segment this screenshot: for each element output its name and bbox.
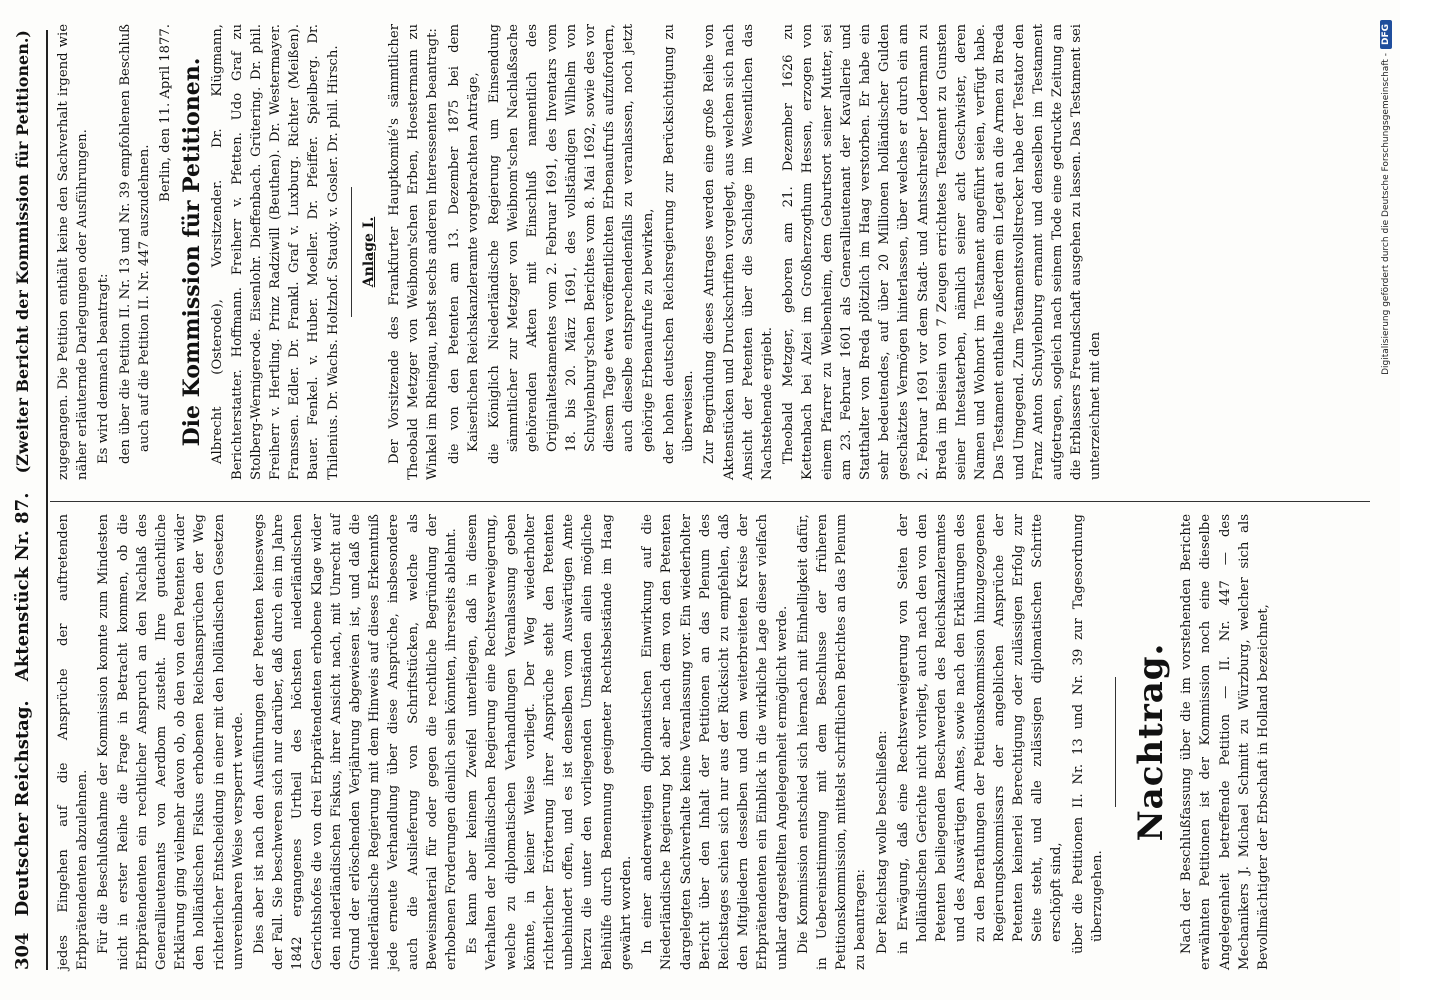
motion-consideration: in Erwägung, daß eine Rechtsverweigerung von Seiten der holländischen Gerichte nicht vorliegt, auch nach den von den Petenten beiliegenden Beschwerden des Reichskanzleramtes und des Auswärtigen Amtes, sowie nach den Erklärungen des zu den Berathungen der Petitionskommission hinzugezogenen Regierungskommissars der angeblichen Ansprüche der Petenten keinerlei Berechtigung oder zulässigen Erfolg zur Seite steht, und alle zulässigen diplomatischen Schritte erschöpft sind,	[895, 514, 1065, 954]
nachtrag-heading: Nachtrag.	[1130, 642, 1171, 842]
paragraph: die von den Petenten am 13. Dezember 1875 bei dem Kaiserlichen Reichskanzleramte vorgebrachten Anträge,	[446, 24, 481, 464]
paragraph: Theobald Metzger, geboren am 21. Dezember 1626 zu Kettenbach bei Alzei im Großherzogthum Hessen, erzogen von einem Pfarrer zu Weibenheim, dem Geburtsort seiner Mutter, sei am 23. Februar 1601 als Generallieutenant der Kavallerie und Statthalter von Breda plötzlich im Haag verstorben. Er habe ein sehr bedeutendes, auf über 20 Millionen holländischer Gulden geschätztes Vermögen hinterlassen, über welches er durch ein am 2. Februar 1691 vor dem Stadt- und Amtsschreiber Lodermann zu Breda im Beisein von 7 Zeugen errichtetes Testament zu Gunsten seiner Intestaterben, nämlich seiner acht Geschwister, deren Namen und Wohnort im Testament angeführt seien, verfügt habe. Das Testament enthalte außerdem ein Legat an die Armen zu Breda und Umgegend. Zum Testamentsvollstrecker habe der Testator den Franz Anton Schuylenburg ernannt und denselben im Testament aufgetragen, sogleich nach seinem Tode eine gedruckte Zeitung an die Erblassers Freundschaft ausgehen zu lassen. Das Testament sei unterzeichnet mit den	[781, 24, 1104, 480]
paragraph: Die Kommission entschied sich hiernach mit Einhelligkeit dafür, in Uebereinstimmung mit dem Beschlusse der früheren Petitionskommission, mittelst schriftlichen Berichtes an das Plenum zu beantragen:	[795, 514, 869, 970]
paragraph: Dies aber ist nach den Ausführungen der Petenten keineswegs der Fall. Sie beschweren sich nur darüber, daß durch ein im Jahre 1842 ergangenes Urtheil des höchsten niederländischen Gerichtshofes die von drei Erbprätendenten erhobene Klage wider den niederländischen Fiskus, ihrer Ansicht nach, mit Unrecht auf Grund der erlöschenden Verjährung abgewiesen ist, und daß die niederländische Regierung mit dem Hinweis auf dieses Erkenntniß jede erneute Verhandlung über diese Ansprüche, insbesondere auch die Auslieferung von Schriftstücken, welche als Beweismaterial für oder gegen die rechtliche Begründung der erhobenen Forderungen dienlich sein könnten, ihrerseits ablehnt.	[252, 514, 460, 970]
member-list: Albrecht (Osterode), Vorsitzender. Dr. Klügmann, Berichterstatter. Hoffmann. Freiherr v. Pfetten. Udo Graf zu Stolberg-Wernigerode. Eisenlohr. Dieffenbach. Grütering. Dr. phil. Freiherr v. Hertling. Prinz Radziwill (Beuthen). Dr. Westermayer. Franssen. Edler. Dr. Frankl. Graf v. Luxburg. Richter (Meißen). Bauer. Fenkel. v. Huber. Moeller. Dr. Pfeiffer. Spielberg. Dr. Thilenius. Dr. Wachs. Holtzhof. Staudy. v. Gosler. Dr. phil. Hirsch.	[210, 24, 341, 480]
paragraph: der hohen deutschen Reichsregierung zur Berücksichtigung zu überweisen.	[661, 24, 697, 464]
date-line: Berlin, den 11. April 1877.	[158, 24, 174, 202]
paragraph: Für die Beschlußnahme der Kommission konnte zum Mindesten nicht in erster Reihe die Frage in Betracht kommen, ob die Erbprätendenten ein rechtlicher Anspruch an den Nachlaß des Generallieutenants von Aerdbom zusteht. Ihre gutachtliche Erklärung ging vielmehr davon ob, ob den von den Petenten wider den holländischen Fiskus erhobenen Reichsansprüchen der Weg richterlicher Entscheidung in einer mit den holländischen Gesetzen unvereinbaren Weise versperrt werde.	[96, 514, 246, 970]
column-divider	[50, 501, 1370, 502]
paragraph: Nach der Beschlußfassung über die im vorstehenden Berichte erwähnten Petitionen ist der Kommission noch eine dieselbe Angelegenheit betreffende Petition — II. Nr. 447 — des Mechanikers J. Michael Schmitt zu Würzburg, welcher sich als Bevollmächtigter der Erbschaft in Holland bezeichnet,	[1179, 514, 1271, 970]
motion-resolution: über die Petitionen II. Nr. 13 und Nr. 39 zur Tagesordnung überzugehen.	[1070, 514, 1105, 954]
digitization-text: Digitalisierung gefördert durch die Deutsche Forschungsgemeinschaft -	[1381, 53, 1391, 375]
page-number: 304	[12, 932, 33, 970]
anlage-heading: Anlage I.	[360, 216, 377, 288]
left-column	[54, 514, 1275, 970]
paragraph: zugegangen. Die Petition enthält keine den Sachverhalt irgend wie näher erläuternde Darlegungen oder Ausführungen.	[56, 24, 91, 480]
running-head	[12, 30, 48, 970]
header-subtitle: (Zweiter Bericht der Kommission für Petitionen.)	[13, 30, 32, 474]
paragraph: jedes Eingehen auf die Ansprüche der auftretenden Erbprätendenten abzulehnen.	[56, 514, 91, 970]
header-document: Aktenstück Nr. 87.	[12, 492, 33, 682]
right-column	[54, 24, 1108, 480]
commission-heading: Die Kommission für Petitionen.	[179, 57, 206, 447]
paragraph: Es wird demnach beantragt:	[96, 273, 112, 464]
header-title: Deutscher Reichstag.	[12, 700, 33, 917]
paragraph: Es kann aber keinem Zweifel unterliegen, daß in diesem Verhalten der holländischen Regierung eine Rechtsverweigerung, welche zu diplomatischen Verhandlungen Veranlassung geben könnte, in keiner Weise vorliegt. Der Weg wiederholter richterlicher Erörterung ihrer Ansprüche steht den Petenten unbehindert offen, und es ist denselben vom Auswärtigen Amte hierzu die unter den vorliegenden Umständen allein mögliche Beihülfe durch Benennung geeigneter Rechtsbeistände im Haag gewährt worden.	[465, 514, 634, 970]
digitization-note	[1380, 20, 1398, 980]
paragraph: Zur Begründung dieses Antrages werden eine große Reihe von Aktenstücken und Druckschriften vorgelegt, aus welchen sich nach Ansicht der Petenten über die Sachlage im Wesentlichen das Nachstehende ergiebt.	[702, 24, 775, 480]
motion: den über die Petition II. Nr. 13 und Nr. 39 empfohlenen Beschluß auch auf die Petition II. Nr. 447 auszudehnen.	[117, 24, 152, 464]
section-rule	[351, 187, 352, 317]
paragraph: In einer anderweitigen diplomatischen Einwirkung auf die Niederländische Regierung bot aber nach dem von den Petenten dargelegten Sachverhalte keine Veranlassung vor. Ein wiederholter Bericht über den Inhalt der Petitionen an das Plenum des Reichstages schien sich nur aus der Rücksicht zu empfehlen, daß den Mitgliedern desselben und dem weiterbreiteten Kreise der Erbprätendenten ein Einblick in die wirkliche Lage dieser vielfach unklar dargestellten Angelegenheit ermöglicht werde.	[640, 514, 790, 970]
section-rule	[1115, 677, 1116, 807]
motion-intro: Der Reichstag wolle beschließen:	[874, 730, 890, 954]
paragraph: die Königlich Niederländische Regierung um Einsendung sämmtlicher zur Metzger von Weibnom'schen Nachlaßsache gehörenden Akten mit Einschluß namentlich des Originaltestamentes vom 2. Februar 1691, des Inventars vom 18. bis 20. März 1691, des vollständigen Wilhelm von Schuylenburg'schen Berichtes vom 8. Mai 1692, sowie des vor diesem Tage etwa veröffentlichten Erbenaufrufs aufzufordern, auch dieselbe entsprechendenfalls zu veranlassen, noch jetzt gehörige Erbenaufrufe zu bewirken,	[487, 24, 656, 464]
paragraph: Der Vorsitzende des Frankfurter Hauptkomité's sämmtlicher Theobald Metzger von Weibnom'schen Erben, Hoestermann zu Winkel im Rheingau, nebst sechs anderen Interessenten beantragt:	[387, 24, 441, 480]
dfg-logo: DFG	[1380, 20, 1392, 49]
